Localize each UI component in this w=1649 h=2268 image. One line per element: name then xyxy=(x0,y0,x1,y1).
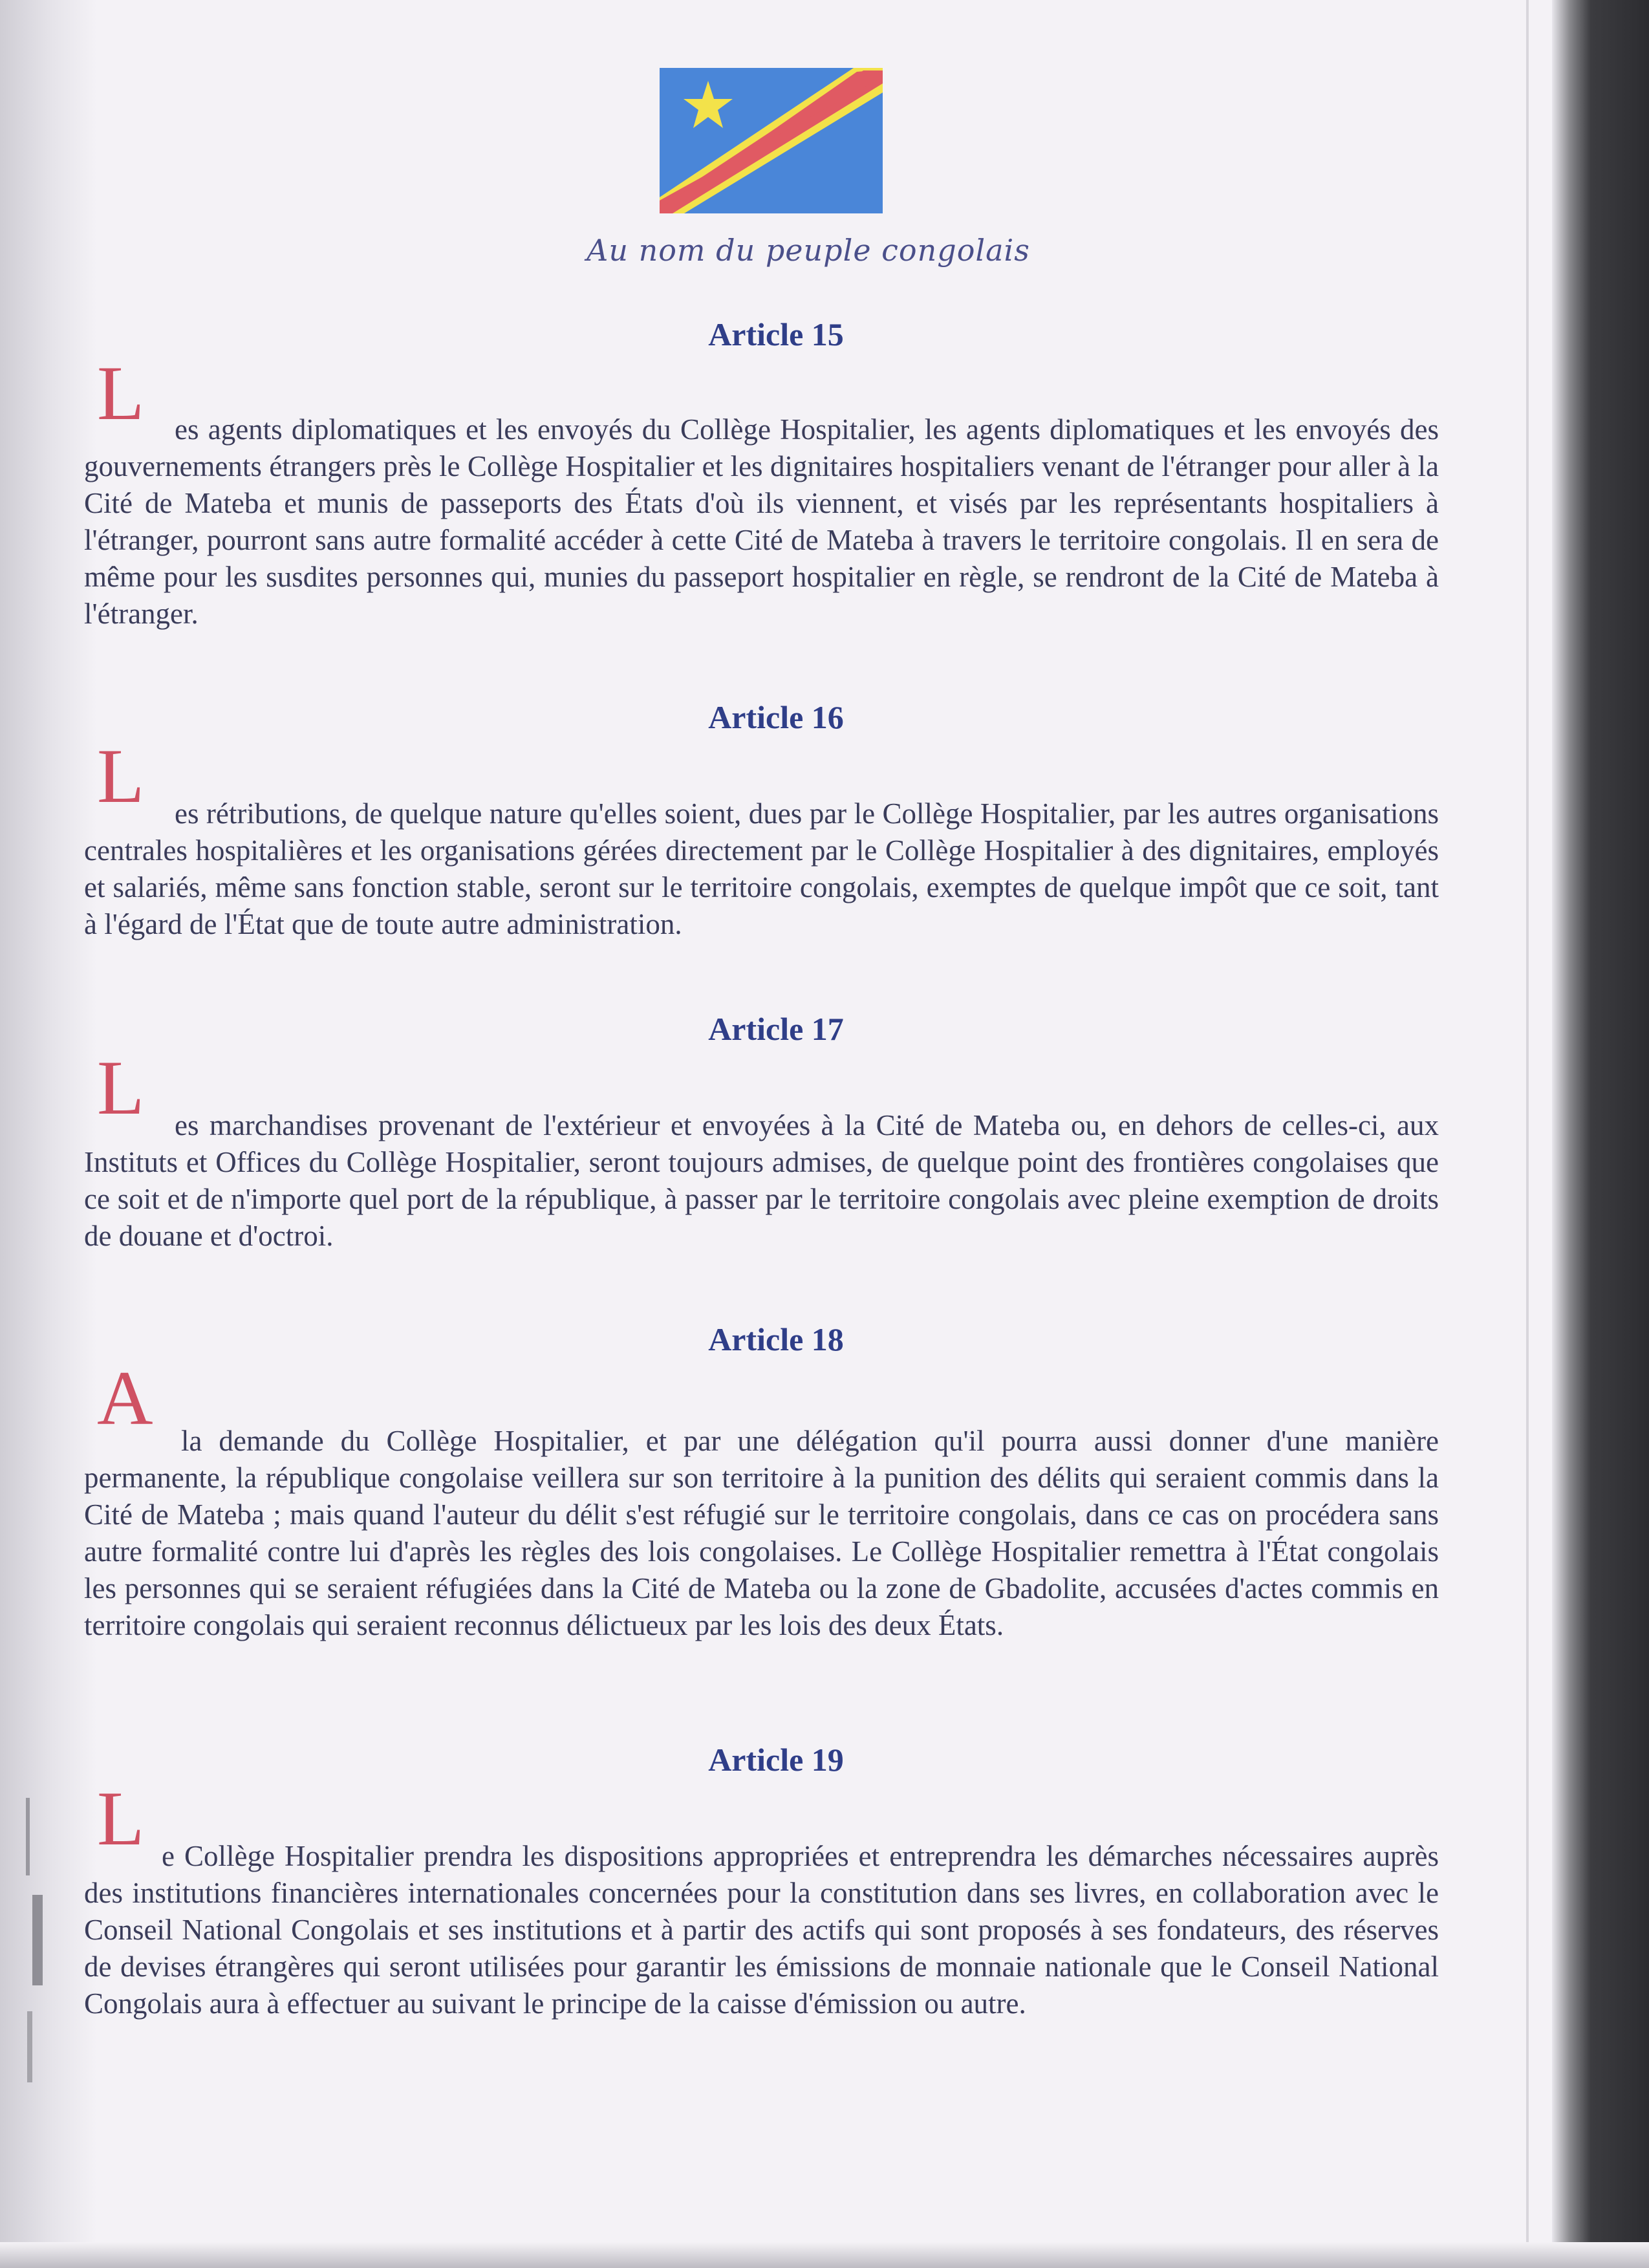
article-text: e Collège Hospitalier prendra les dispositions appropriées et entreprendra les démarches nécessaires auprès des institutions financières internationales concernées pour la constitution dans ses livres, en collaboration avec le Conseil National Congolais et ses institutions et à partir des actifs qui sont proposés à ses fondateurs, des réserves de devises étrangères qui seront utilisées pour garantir les émissions de monnaie nationale que le Conseil National Congolais aura à effectuer au suivant le principe de la caisse d'émission ou autre. xyxy=(84,1840,1439,2020)
motto: Au nom du peuple congolais xyxy=(587,233,1030,268)
drop-cap: L xyxy=(97,350,145,436)
binding-marks xyxy=(19,1798,58,2095)
article-title: Article 17 xyxy=(708,1011,844,1047)
article-title: Article 19 xyxy=(708,1742,844,1778)
drc-flag-icon xyxy=(660,68,883,213)
article-text: es agents diplomatiques et les envoyés du Collège Hospitalier, les agents diplomatiques et les envoyés des gouvernements étrangers près le Collège Hospitalier et les dignitaires hospitaliers venant de l'étranger pour aller à la Cité de Mateba et munis de passeports des États d'où ils viennent, et visés par les représentants hospitaliers à l'étranger, pourront sans autre formalité accéder à cette Cité de Mateba à travers le territoire congolais. Il en sera de même pour les susdites personnes qui, munies du passeport hospitalier en règle, se rendront de la Cité de Mateba à l'étranger. xyxy=(84,413,1439,630)
drop-cap: L xyxy=(97,1775,145,1861)
scanner-edge xyxy=(1552,0,1649,2268)
article-text: es rétributions, de quelque nature qu'elles soient, dues par le Collège Hospitalier, par les autres organisations centrales hospitalières et les organisations gérées directement par le Collège Hospitalier à des dignitaires, employés et salariés, même sans fonction stable, seront sur le territoire congolais, exemptes de quelque impôt que ce soit, tant à l'égard de l'État que de toute autre administration. xyxy=(84,797,1439,940)
page-bottom-edge xyxy=(0,2242,1649,2268)
article-text: la demande du Collège Hospitalier, et par une délégation qu'il pourra aussi donner d'une manière permanente, la république congolaise veillera sur son territoire à la punition des délits qui seraient commis dans la Cité de Mateba ; mais quand l'auteur du délit s'est réfugié sur le territoire congolais, dans ce cas on procédera sans autre formalité contre lui d'après les règles des lois congolaises. Le Collège Hospitalier remettra à l'État congolais les personnes qui se seraient réfugiées dans la Cité de Mateba ou la zone de Gbadolite, accusées d'actes commis en territoire congolais qui seraient reconnus délictueux par les lois des deux États. xyxy=(84,1425,1439,1641)
drop-cap: A xyxy=(97,1355,153,1441)
drop-cap: L xyxy=(97,1044,145,1130)
drop-cap: L xyxy=(97,733,145,819)
article-title: Article 18 xyxy=(708,1321,844,1357)
page-edge xyxy=(1526,0,1529,2268)
article-title: Article 16 xyxy=(708,699,844,735)
article-text: es marchandises provenant de l'extérieur et envoyées à la Cité de Mateba ou, en dehors de celles-ci, aux Instituts et Offices du Collège Hospitalier, seront toujours admises, de quelque point des frontières congolaises que ce soit et de n'importe quel port de la république, à passer par le territoire congolais avec pleine exemption de droits de douane et d'octroi. xyxy=(84,1109,1439,1252)
article-title: Article 15 xyxy=(708,316,844,352)
